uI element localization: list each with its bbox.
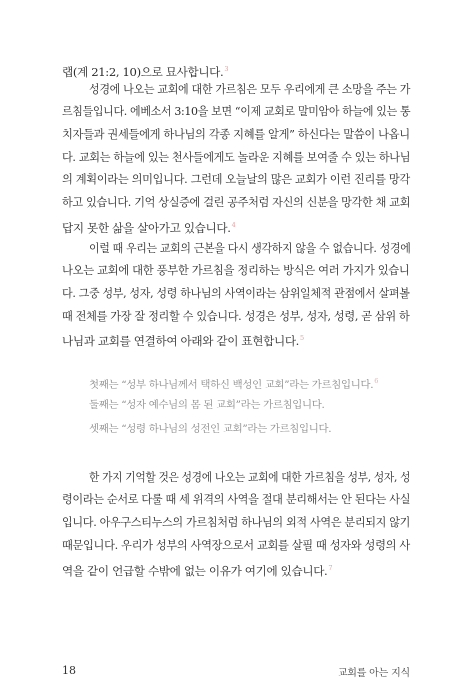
quote-line: 둘째는 “성자 예수님의 몸 된 교회”라는 가르침입니다. [89,399,325,411]
text-line: 때 전체를 가장 잘 정리할 수 있습니다. 성경은 성부, 성자, 성령, 곧 삼위 하 [62,309,410,323]
quote-line: 셋째는 “성령 하나님의 성전인 교회”라는 가르침입니다. [89,423,332,435]
text-line: 의 계획이라는 의미입니다. 그런데 오늘날의 많은 교회가 이런 진리를 망각 [62,172,410,186]
footnote-ref: 3 [224,65,229,73]
text-line: 역을 같이 언급할 수밖에 없는 이유가 여기에 있습니다.$^7$ [62,564,333,578]
footnote-ref: 6 [374,377,379,385]
text-line: 하고 있습니다. 기억 상실증에 걸린 공주처럼 자신의 신분을 망각한 채 교회 [62,195,411,209]
text-line: 다. 교회는 하늘에 있는 천사들에게도 놀라운 지혜를 보여줄 수 있는 하나님 [62,150,411,164]
text-line: 성경에 나오는 교회에 대한 가르침은 모두 우리에게 큰 소망을 주는 가 [89,82,411,96]
footnote-ref: 4 [231,221,236,229]
text-line: 나오는 교회에 대한 풍부한 가르침을 정리하는 방식은 여러 가지가 있습니 [62,263,410,277]
text-line: 입니다. 아우구스티누스의 가르침처럼 하나님의 외적 사역은 분리되지 않기 [62,515,411,529]
text-line: 한 가지 기억할 것은 성경에 나오는 교회에 대한 가르침을 성부, 성자, 성 [89,470,411,484]
footnote-ref: 5 [300,334,304,342]
quote-line: 첫째는 “성부 하나님께서 택하신 백성인 교회”라는 가르침입니다.$^6$ [89,377,379,391]
text-line: 치자들과 권세들에게 하나님의 각종 지혜를 알게” 하신다는 말씀이 나옵니 [62,127,410,141]
text-line: 때문입니다. 우리가 성부의 사역장으로서 교회를 살필 때 성자와 성령의 사 [62,538,410,552]
text-line: 령이라는 순서로 다룰 때 세 위격의 사역을 절대 분리해서는 안 된다는 사실 [62,492,411,506]
running-title: 교회를 아는 지식 [337,668,410,679]
text-line: 나님과 교회를 연결하여 아래와 같이 표현합니다.$^5$ [62,334,304,348]
footnote-ref: 7 [328,564,333,572]
text-line: 르침들입니다. 에베소서 3:10을 보면 “이제 교회로 말미암아 하늘에 있는 통 [62,104,411,118]
page-number: 18 [62,664,76,677]
text-line: 이럴 때 우리는 교회의 근본을 다시 생각하지 않을 수 없습니다. 성경에 [89,241,411,255]
text-line: 랩(계 21:2, 10)으로 묘사합니다.$^3$ [62,65,229,79]
text-line: 다. 그중 성부, 성자, 성령 하나님의 사역이라는 삼위일체적 관점에서 살펴볼 [62,286,410,300]
text-line: 답지 못한 삶을 살아가고 있습니다.$^4$ [62,221,236,235]
